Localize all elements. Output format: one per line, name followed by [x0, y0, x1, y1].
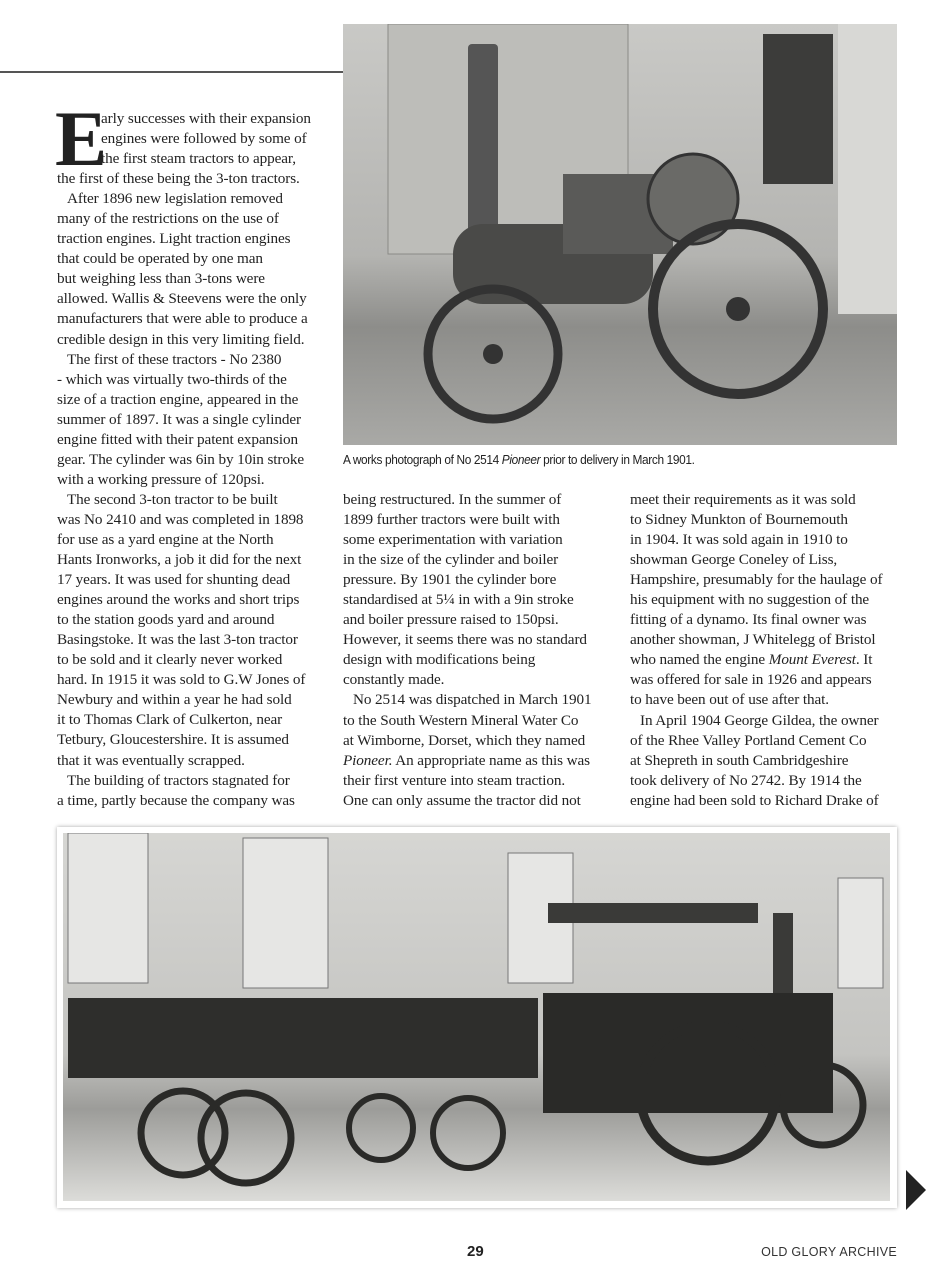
text-line: for use as a yard engine at the North: [57, 530, 274, 548]
text-line: that it was eventually scrapped.: [57, 751, 245, 769]
caption-text: A works photograph of No 2514: [343, 452, 502, 467]
text-line: size of a traction engine, appeared in the: [57, 390, 299, 408]
text-line: at Shepreth in south Cambridgeshire: [630, 751, 849, 769]
text-line: was No 2410 and was completed in 1898: [57, 510, 304, 528]
text-line: The building of tractors stagnated for: [67, 771, 290, 789]
text-line: standardised at 5¼ in with a 9in stroke: [343, 591, 574, 609]
text-line: hard. In 1915 it was sold to G.W Jones of: [57, 671, 306, 689]
text-segment: who named the engine: [630, 651, 769, 669]
text-line: and boiler pressure raised to 150psi.: [343, 611, 559, 629]
text-line: Basingstoke. It was the last 3-ton tractor: [57, 631, 298, 649]
text-line: engine fitted with their patent expansion: [57, 430, 298, 448]
text-line: at Wimborne, Dorset, which they named: [343, 731, 586, 749]
text-line: gear. The cylinder was 6in by 10in stroke: [57, 450, 304, 468]
text-line: In April 1904 George Gildea, the owner: [640, 711, 879, 729]
text-line: 1899 further tractors were built with: [343, 511, 560, 529]
text-line: The second 3-ton tractor to be built: [67, 490, 278, 508]
text-line: engine had been sold to Richard Drake of: [630, 791, 879, 809]
text-line: in 1904. It was sold again in 1910 to: [630, 531, 848, 549]
text-line: However, it seems there was no standard: [343, 631, 587, 649]
article-column-3: [630, 490, 882, 811]
publication-name: OLD GLORY ARCHIVE: [761, 1245, 897, 1259]
text-line: traction engines. Light traction engines: [57, 230, 291, 248]
text-line: design with modifications being: [343, 651, 536, 669]
text-line: Newbury and within a year he had sold: [57, 691, 292, 709]
text-line: with a working pressure of 120psi.: [57, 470, 265, 488]
text-line: meet their requirements as it was sold: [630, 491, 856, 508]
text-line: that could be operated by one man: [57, 250, 263, 268]
page-number: 29: [467, 1243, 484, 1260]
drop-cap: E: [55, 95, 108, 182]
text-line: it to Thomas Clark of Culkerton, near: [57, 711, 283, 729]
text-line: One can only assume the tractor did not: [343, 791, 581, 809]
next-page-arrow-icon[interactable]: [906, 1170, 926, 1210]
italic-name: Pioneer.: [343, 751, 393, 769]
text-line: After 1896 new legislation removed: [67, 190, 283, 208]
text-line: to have been out of use after that.: [630, 691, 829, 709]
text-line: some experimentation with variation: [343, 531, 563, 549]
text-line: to Sidney Munkton of Bournemouth: [630, 511, 848, 529]
text-line: The first of these tractors - No 2380: [67, 350, 282, 368]
text-line: many of the restrictions on the use of: [57, 210, 279, 228]
text-line: showman George Coneley of Liss,: [630, 551, 838, 569]
text-line: No 2514 was dispatched in March 1901: [353, 691, 592, 709]
text-line: to the South Western Mineral Water Co: [343, 711, 579, 729]
photo-caption: [343, 452, 695, 467]
text-line: their first venture into steam traction.: [343, 771, 566, 789]
photo-pioneer-tractor: [343, 24, 897, 445]
text-line: pressure. By 1901 the cylinder bore: [343, 571, 557, 589]
caption-text-end: prior to delivery in March 1901.: [540, 452, 695, 467]
text-line: arly successes with their expansion: [101, 110, 311, 127]
text-line: took delivery of No 2742. By 1914 the: [630, 771, 862, 789]
italic-name: Mount Everest: [768, 651, 856, 669]
text-line: a time, partly because the company was: [57, 791, 295, 809]
text-line: but weighing less than 3-tons were: [57, 270, 265, 288]
text-line: the first steam tractors to appear,: [101, 150, 296, 168]
text-line: Tetbury, Gloucestershire. It is assumed: [57, 731, 289, 749]
text-line: credible design in this very limiting field.: [57, 330, 305, 348]
text-line: fitting of a dynamo. Its final owner was: [630, 611, 867, 629]
text-line: [343, 751, 592, 771]
photo-tractor-and-trailer: [63, 833, 890, 1201]
text-line: his equipment with no suggestion of the: [630, 591, 870, 609]
text-line: was offered for sale in 1926 and appears: [630, 671, 872, 689]
header-rule: [0, 71, 343, 73]
tractor-illustration: [343, 24, 897, 445]
text-line: another showman, J Whitelegg of Bristol: [630, 631, 876, 649]
article-column-1: [57, 109, 311, 811]
text-line: engines were followed by some of: [101, 130, 307, 148]
text-line: manufacturers that were able to produce a: [57, 310, 308, 328]
article-column-2: [343, 490, 592, 811]
text-line: 17 years. It was used for shunting dead: [57, 571, 291, 589]
text-segment: An appropriate name as this was: [392, 751, 590, 769]
text-line: in the size of the cylinder and boiler: [343, 551, 559, 569]
text-line: constantly made.: [343, 671, 445, 689]
text-line: being restructured. In the summer of: [343, 491, 562, 508]
text-line: engines around the works and short trips: [57, 591, 300, 609]
text-line: Hants Ironworks, a job it did for the next: [57, 551, 302, 569]
text-line: [630, 650, 882, 670]
text-line: to be sold and it clearly never worked: [57, 651, 283, 669]
text-line: allowed. Wallis & Steevens were the only: [57, 290, 307, 308]
text-line: to the station goods yard and around: [57, 611, 275, 629]
text-segment: . It: [855, 651, 873, 669]
text-line: of the Rhee Valley Portland Cement Co: [630, 731, 867, 749]
text-line: summer of 1897. It was a single cylinder: [57, 410, 302, 428]
caption-italic: Pioneer: [501, 452, 541, 467]
tractor-trailer-illustration: [63, 833, 890, 1201]
text-line: Hampshire, presumably for the haulage of: [630, 571, 883, 589]
text-line: the first of these being the 3-ton tractors.: [57, 170, 300, 188]
text-line: - which was virtually two-thirds of the: [57, 370, 287, 388]
